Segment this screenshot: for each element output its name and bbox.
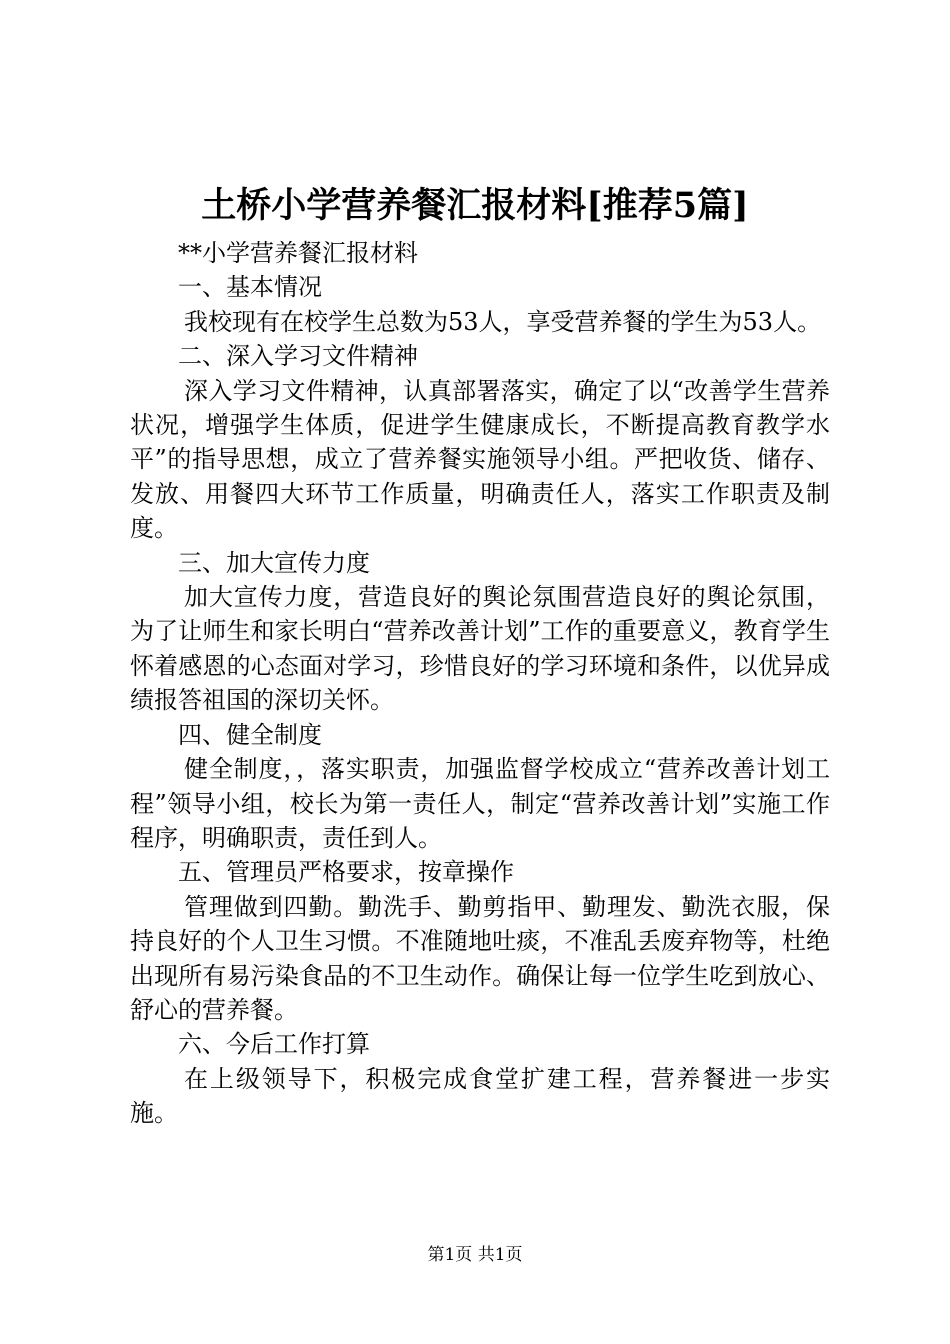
section-body-2: 深入学习文件精神，认真部署落实，确定了以“改善学生营养状况，增强学生体质，促进学生健康成长，不断提高教育教学水平”的指导思想，成立了营养餐实施领导小组。严把收货、储存、发放、用餐四大环节工作质量，明确责任人，落实工作职责及制度。: [130, 376, 830, 543]
document-body: [130, 236, 830, 1131]
section-body-5: 管理做到四勤。勤洗手、勤剪指甲、勤理发、勤洗衣服，保持良好的个人卫生习惯。不准随地吐痰，不准乱丢废弃物等，杜绝出现所有易污染食品的不卫生动作。确保让每一位学生吃到放心、舒心的营养餐。: [130, 892, 830, 1024]
section-heading-1: 一、基本情况: [178, 273, 322, 302]
section-body-4: 健全制度，，落实职责，加强监督学校成立“营养改善计划工程”领导小组，校长为第一责任人，制定“营养改善计划”实施工作程序，明确职责，责任到人。: [130, 755, 830, 852]
section-heading-3: 三、加大宣传力度: [178, 548, 370, 577]
section-heading-2: 二、深入学习文件精神: [178, 342, 418, 371]
section-body-6: 在上级领导下，积极完成食堂扩建工程，营养餐进一步实施。: [130, 1064, 830, 1128]
section-heading-6: 六、今后工作打算: [178, 1030, 370, 1059]
page-footer: 第1页 共1页: [427, 1245, 523, 1265]
document-subtitle: **小学营养餐汇报材料: [178, 239, 418, 267]
section-heading-5: 五、管理员严格要求，按章操作: [178, 858, 514, 887]
document-title: 土桥小学营养餐汇报材料[推荐5篇]: [201, 185, 749, 226]
section-body-1: 我校现有在校学生总数为53人，享受营养餐的学生为53人。: [184, 307, 822, 336]
section-body-3: 加大宣传力度，营造良好的舆论氛围营造良好的舆论氛围，为了让师生和家长明白“营养改善计划”工作的重要意义，教育学生怀着感恩的心态面对学习，珍惜良好的学习环境和条件，以优异成绩报答祖国的深切关怀。: [130, 583, 830, 715]
section-heading-4: 四、健全制度: [178, 720, 322, 749]
